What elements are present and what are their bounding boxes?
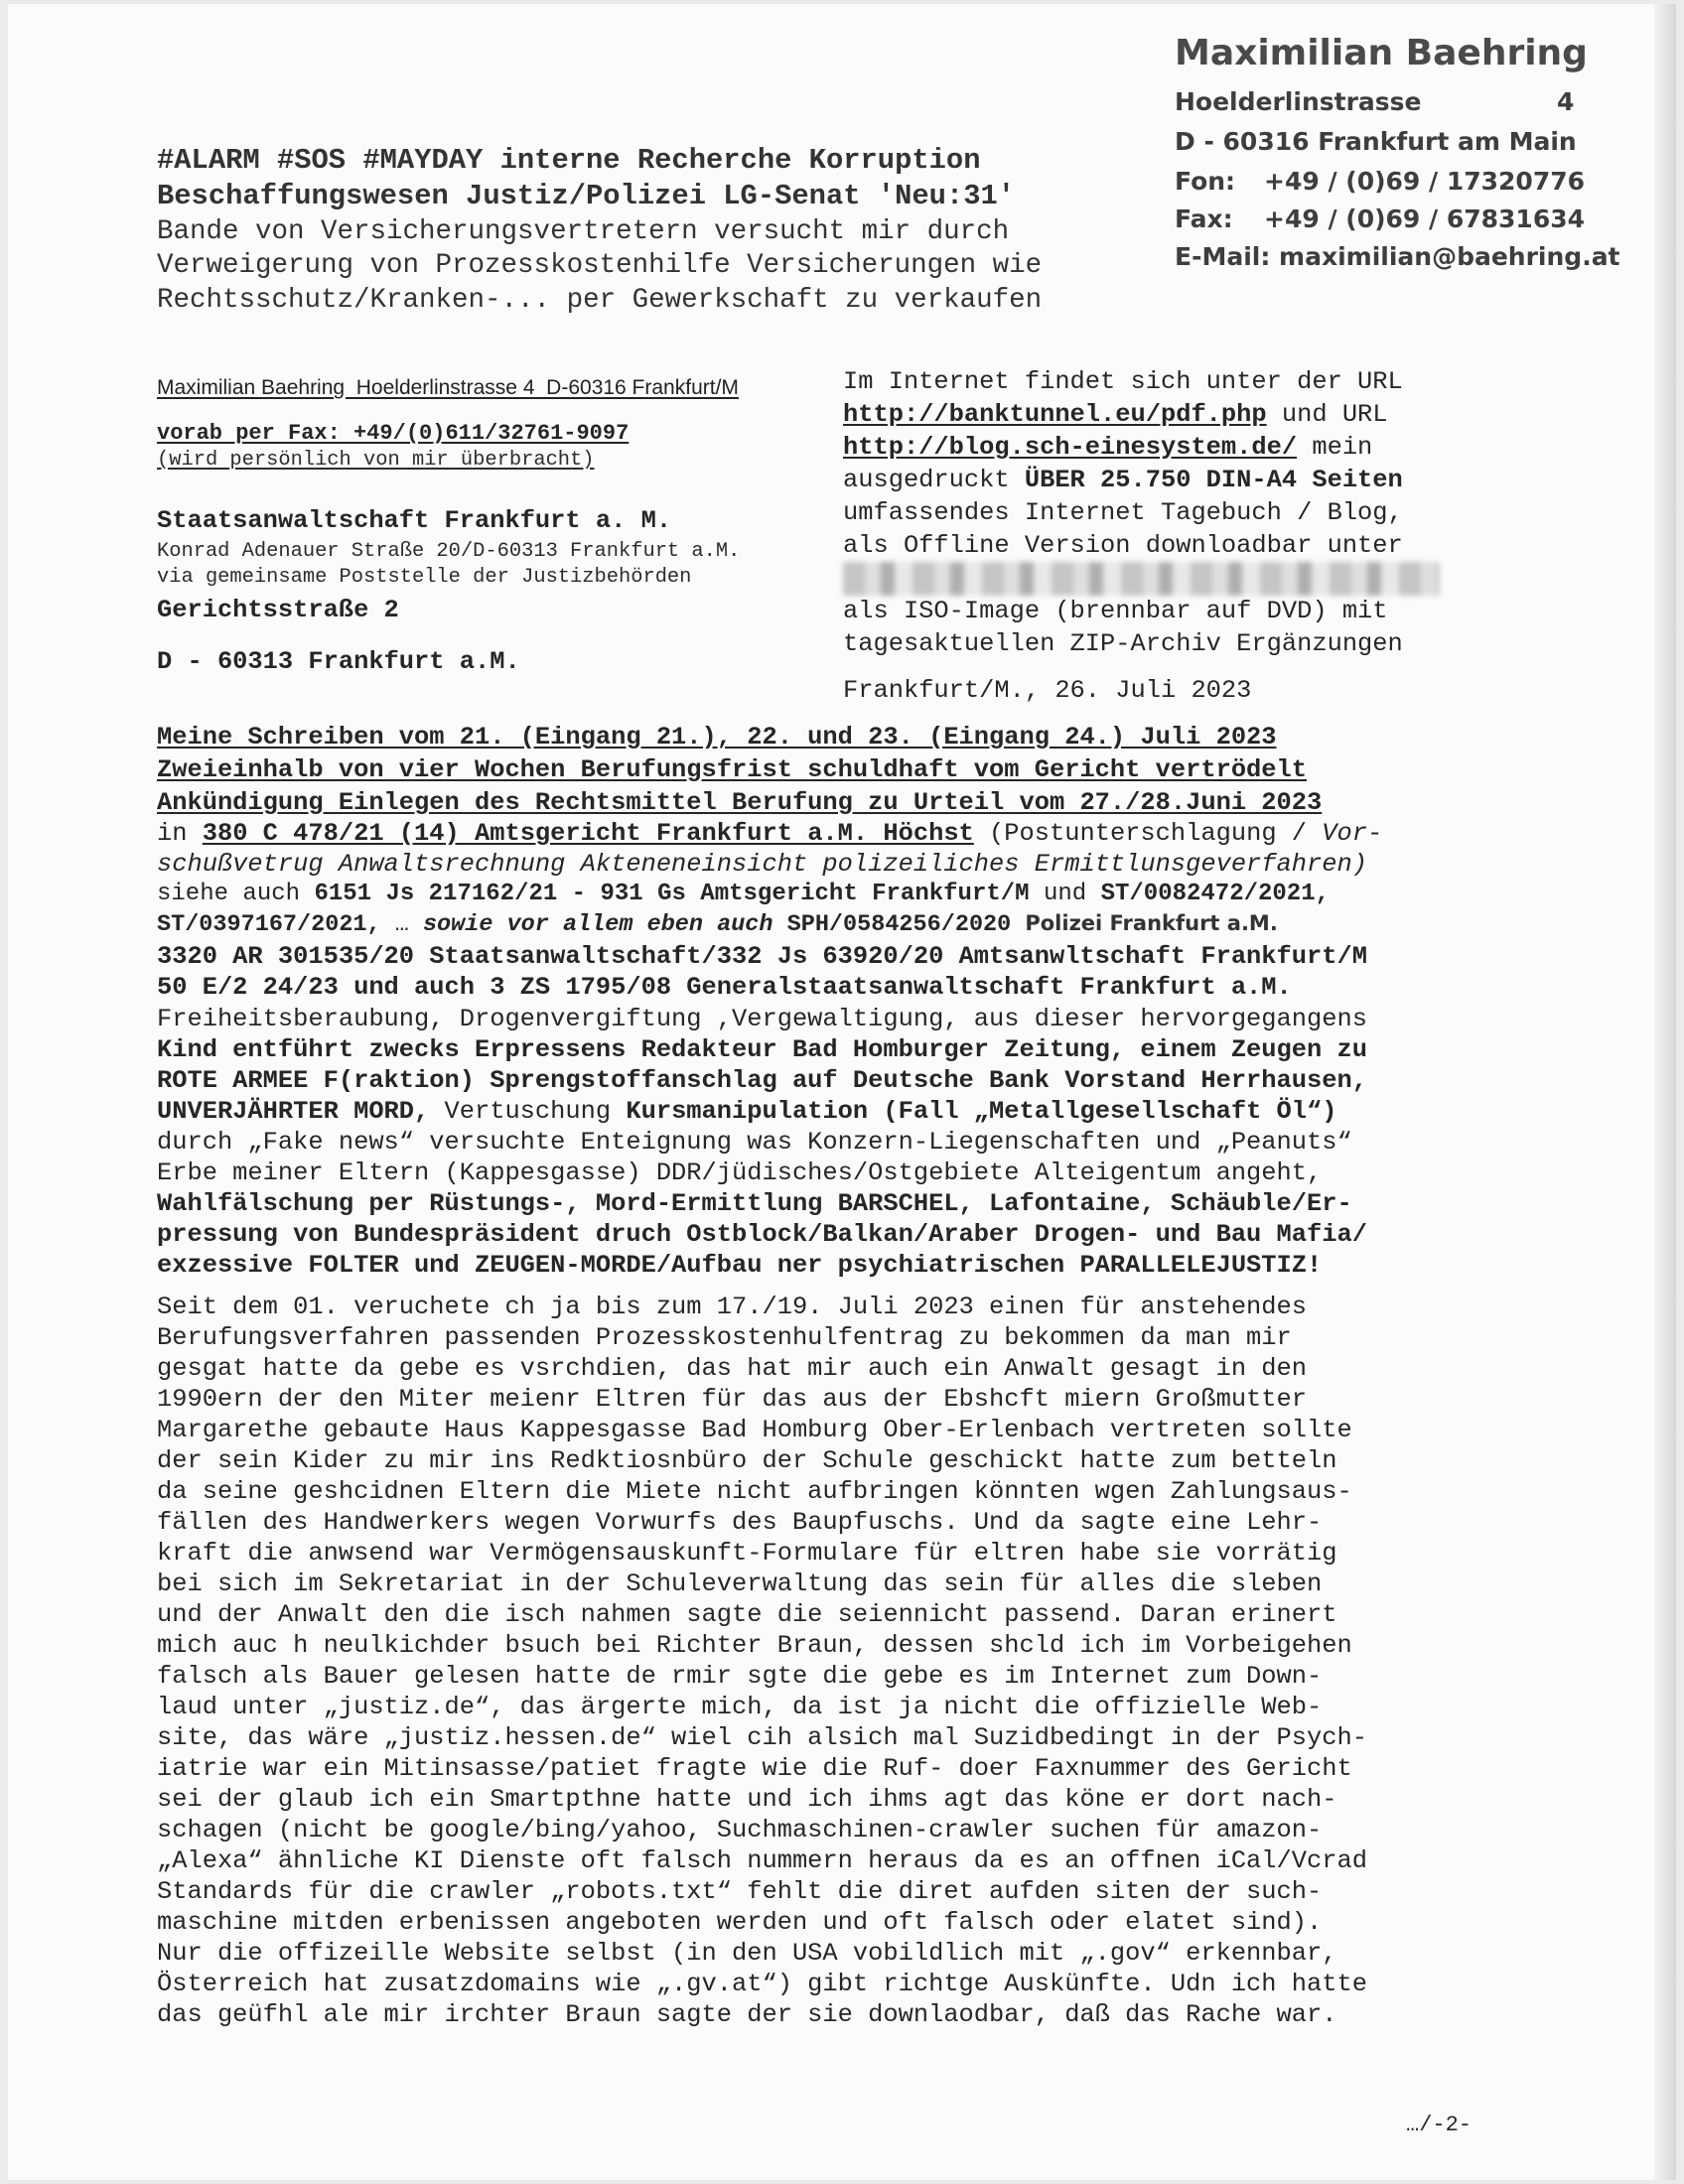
body-line: Margarethe gebaute Haus Kappesgasse Bad Homburg Ober-Erlenbach vertreten sollte — [157, 1416, 1352, 1444]
intro-line: Bande von Versicherungsvertretern versucht mir durch — [157, 216, 1010, 247]
intro-line: Verweigerung von Prozesskostenhilfe Versicherungen wie — [157, 250, 1043, 281]
body-line: bei sich im Sekretariat in der Schuleverwaltung das sein für alles die sleben — [157, 1570, 1323, 1598]
sender-house-number: 4 — [1557, 87, 1575, 116]
sender-fon: +49 / (0)69 / 17320776 — [1264, 167, 1586, 196]
body-line: der sein Kider zu mir ins Redktiosnbüro der Schule geschickt hatte zum betteln — [157, 1446, 1337, 1475]
allegation-line: Kind entführt zwecks Erpressens Redakteur Bad Homburger Zeitung, einem Zeugen zu — [157, 1035, 1367, 1064]
body-line: gesgat hatte da gebe es vsrchdien, das hat mir auch ein Anwalt gesagt in den — [157, 1354, 1308, 1383]
body-line: iatrie war ein Mitinsasse/patiet fragte wie die Ruf- doer Faxnummer des Gericht — [157, 1754, 1352, 1783]
sender-city: D - 60316 Frankfurt am Main — [1175, 127, 1577, 156]
headline-line: #ALARM #SOS #MAYDAY interne Recherche Korruption — [157, 144, 981, 177]
sidebox-line: http://banktunnel.eu/pdf.php und URL — [843, 400, 1388, 429]
page-edge-shadow — [1654, 4, 1676, 2180]
allegation-line: exzessive FOLTER und ZEUGEN-MORDE/Aufbau ner psychiatrischen PARALLELEJUSTIZ! — [157, 1251, 1323, 1280]
sidebox-line: umfassendes Internet Tagebuch / Blog, — [843, 498, 1403, 527]
intro-line: Rechtsschutz/Kranken-... per Gewerkschaft zu verkaufen — [157, 285, 1043, 316]
sender-street: Hoelderlinstrasse — [1175, 87, 1422, 116]
advance-fax: vorab per Fax: +49/(0)611/32761-9097 — [157, 421, 630, 446]
body-line: maschine mitden erbenissen angeboten werden und oft falsch oder elatet sind). — [157, 1908, 1323, 1937]
allegation-line: Erbe meiner Eltern (Kappesgasse) DDR/jüdisches/Ostgebiete Alteigentum angeht, — [157, 1159, 1323, 1187]
body-line: und der Anwalt den die isch nahmen sagte die seiennicht passend. Daran erinert — [157, 1600, 1337, 1629]
recipient-city: D - 60313 Frankfurt a.M. — [157, 647, 520, 676]
return-address: Maximilian Baehring Hoelderlinstrasse 4 D-60316 Frankfurt/M — [157, 376, 739, 399]
reference-line: schußvetrug Anwaltsrechnung Akteneneinsicht polizeiliches Ermittlunsgeverfahren) — [157, 850, 1367, 879]
page-continuation: …/-2- — [1406, 2113, 1473, 2137]
sidebox-url[interactable]: http://banktunnel.eu/pdf.php — [843, 400, 1267, 429]
body-line: das geüfhl ale mir irchter Braun sagte der sie downlaodbar, daß das Rache war. — [157, 2000, 1337, 2029]
allegation-line: Wahlfälschung per Rüstungs-, Mord-Ermittlung BARSCHEL, Lafontaine, Schäuble/Er- — [157, 1189, 1352, 1218]
allegation-line: pressung von Bundespräsident druch Ostblock/Balkan/Araber Drogen- und Bau Mafia/ — [157, 1220, 1367, 1249]
sidebox-line: als Offline Version downloadbar unter — [843, 531, 1403, 560]
sidebox-line: http://blog.sch-einesystem.de/ mein — [843, 433, 1373, 462]
allegation-line: durch „Fake news“ versuchte Enteignung was Konzern-Liegenschaften und „Peanuts“ — [157, 1128, 1352, 1157]
letter-date: Frankfurt/M., 26. Juli 2023 — [843, 676, 1252, 705]
document-page — [8, 4, 1676, 2180]
body-line: Standards für die crawler „robots.txt“ fehlt die diret aufden siten der such- — [157, 1877, 1323, 1906]
sidebox-line: tagesaktuellen ZIP-Archiv Ergänzungen — [843, 629, 1403, 658]
redacted-url — [843, 562, 1439, 596]
reference-line: 3320 AR 301535/20 Staatsanwaltschaft/332 Js 63920/20 Amtsanwltschaft Frankfurt/M — [157, 942, 1367, 971]
body-line: schagen (nicht be google/bing/yahoo, Suchmaschinen-crawler suchen für amazon- — [157, 1816, 1323, 1844]
body-line: „Alexa“ ähnliche KI Dienste oft falsch nummern heraus da es an offnen iCal/Vcrad — [157, 1846, 1367, 1875]
body-line: mich auc h neulkichder bsuch bei Richter Braun, dessen shcld ich im Vorbeigehen — [157, 1631, 1352, 1660]
sidebox-url[interactable]: http://blog.sch-einesystem.de/ — [843, 433, 1298, 462]
body-line: 1990ern der den Miter meienr Eltren für das aus der Ebshcft miern Großmutter — [157, 1385, 1308, 1414]
reference-line: 50 E/2 24/23 und auch 3 ZS 1795/08 Generalstaatsanwaltschaft Frankfurt a.M. — [157, 973, 1292, 1002]
allegation-line: Freiheitsberaubung, Drogenvergiftung ,Vergewaltigung, aus dieser hervorgegangens — [157, 1005, 1367, 1033]
recipient-address-line: Konrad Adenauer Straße 20/D-60313 Frankfurt a.M. — [157, 540, 741, 563]
body-line: sei der glaub ich ein Smartpthne hatte und ich ihms agt das köne er dort nach- — [157, 1785, 1337, 1814]
reference-line: siehe auch 6151 Js 217162/21 - 931 Gs Amtsgericht Frankfurt/M und ST/0082472/2021, — [157, 881, 1331, 907]
recipient-address-line: via gemeinsame Poststelle der Justizbehörden — [157, 566, 692, 589]
sidebox-line: als ISO-Image (brennbar auf DVD) mit — [843, 597, 1388, 625]
body-line: da seine geshcidnen Eltern die Miete nicht aufbringen könnten wgen Zahlungsaus- — [157, 1477, 1352, 1506]
advance-note: (wird persönlich von mir überbracht) — [157, 449, 595, 472]
reference-line: ST/0397167/2021, … sowie vor allem eben auch SPH/0584256/2020 Polizei Frankfurt a.M. — [157, 911, 1278, 938]
sidebox-line: ausgedruckt ÜBER 25.750 DIN-A4 Seiten — [843, 466, 1403, 494]
body-line: Nur die offizeille Website selbst (in den USA vobildlich mit „.gov“ erkennbar, — [157, 1939, 1337, 1968]
reference-line: in 380 C 478/21 (14) Amtsgericht Frankfurt a.M. Höchst (Postunterschlagung / Vor- — [157, 819, 1383, 848]
sender-email: E-Mail: maximilian@baehring.at — [1175, 242, 1620, 271]
allegation-line: ROTE ARMEE F(raktion) Sprengstoffanschlag auf Deutsche Bank Vorstand Herrhausen, — [157, 1066, 1367, 1095]
sender-fon-label: Fon: — [1175, 167, 1236, 196]
body-line: falsch als Bauer gelesen hatte de rmir sgte die gebe es im Internet zum Down- — [157, 1662, 1323, 1691]
sender-name: Maximilian Baehring — [1175, 33, 1588, 73]
body-line: kraft die anwsend war Vermögensauskunft-Formulare für eltren habe sie vorrätig — [157, 1539, 1337, 1568]
body-line: Seit dem 01. veruchete ch ja bis zum 17./19. Juli 2023 einen für anstehendes — [157, 1293, 1308, 1321]
allegation-line: UNVERJÄHRTER MORD, Vertuschung Kursmanipulation (Fall „Metallgesellschaft Öl“) — [157, 1097, 1337, 1126]
body-line: laud unter „justiz.de“, das ärgerte mich, da ist ja nicht die offizielle Web- — [157, 1693, 1323, 1721]
body-line: Berufungsverfahren passenden Prozesskostenhulfentrag zu bekommen da man mir — [157, 1323, 1292, 1352]
recipient-name: Staatsanwaltschaft Frankfurt a. M. — [157, 506, 672, 535]
recipient-street: Gerichtsstraße 2 — [157, 596, 399, 624]
subject-line: Zweieinhalb von vier Wochen Berufungsfrist schuldhaft vom Gericht vertrödelt — [157, 755, 1308, 784]
sender-fax-label: Fax: — [1175, 205, 1233, 233]
headline-line: Beschaffungswesen Justiz/Polizei LG-Senat 'Neu:31' — [157, 180, 1016, 212]
body-line: Österreich hat zusatzdomains wie „.gv.at“) gibt richtge Auskünfte. Udn ich hatte — [157, 1970, 1367, 1998]
sender-fax: +49 / (0)69 / 67831634 — [1264, 205, 1586, 233]
body-line: site, das wäre „justiz.hessen.de“ wiel cih alsich mal Suzidbedingt in der Psych- — [157, 1723, 1367, 1752]
body-line: fällen des Handwerkers wegen Vorwurfs des Baupfuschs. Und da sagte eine Lehr- — [157, 1508, 1323, 1537]
sidebox-line: Im Internet findet sich unter der URL — [843, 367, 1403, 396]
subject-line: Ankündigung Einlegen des Rechtsmittel Berufung zu Urteil vom 27./28.Juni 2023 — [157, 788, 1323, 817]
subject-line: Meine Schreiben vom 21. (Eingang 21.), 22. und 23. (Eingang 24.) Juli 2023 — [157, 723, 1277, 751]
